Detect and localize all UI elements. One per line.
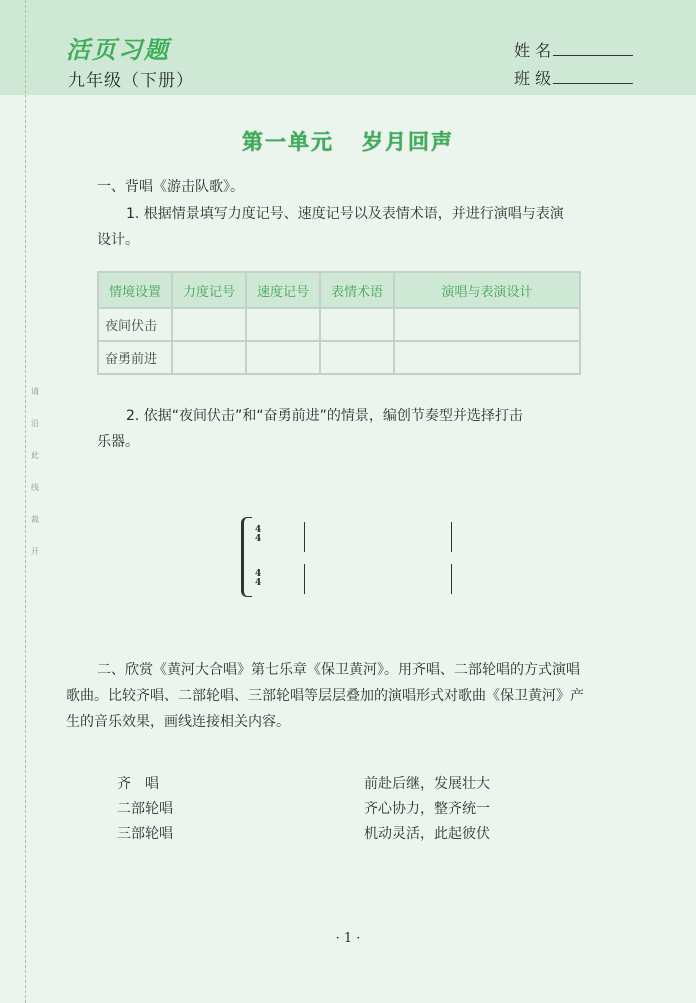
staff-brace (241, 517, 252, 597)
barline (304, 564, 305, 594)
answer-cell[interactable] (172, 308, 246, 341)
cut-char: 请 (31, 387, 39, 396)
time-signature: 4 4 (255, 525, 262, 544)
match-right-item[interactable]: 前赴后继，发展壮大 (364, 776, 490, 792)
page-number: · 1 · (335, 931, 361, 946)
table-row (98, 341, 580, 374)
name-label: 姓 名 (514, 41, 552, 60)
cut-instruction (28, 386, 42, 578)
table-header-row (98, 272, 580, 308)
answer-cell[interactable] (394, 341, 580, 374)
row-label: 夜间伏击 (98, 308, 172, 341)
class-field[interactable] (514, 66, 633, 89)
cut-char: 开 (31, 547, 39, 556)
answer-cell[interactable] (320, 308, 394, 341)
header-cell: 速度记号 (246, 272, 320, 308)
scenario-table (97, 271, 581, 375)
cut-char: 沿 (31, 419, 39, 428)
cut-char: 此 (31, 451, 39, 460)
class-label: 班 级 (514, 69, 552, 88)
answer-cell[interactable] (172, 341, 246, 374)
page-header (0, 0, 696, 95)
match-left-item[interactable]: 二部轮唱 (117, 801, 173, 817)
rhythm-staff[interactable] (238, 514, 468, 598)
table-row (98, 308, 580, 341)
name-field[interactable] (514, 38, 633, 61)
section2-line2: 歌曲。比较齐唱、二部轮唱、三部轮唱等层层叠加的演唱形式对歌曲《保卫黄河》产 (66, 688, 584, 704)
grade-label: 九年级（下册） (68, 71, 194, 91)
answer-cell[interactable] (320, 341, 394, 374)
section2-line1: 二、欣赏《黄河大合唱》第七乐章《保卫黄河》。用齐唱、二部轮唱的方式演唱 (97, 662, 580, 678)
answer-cell[interactable] (246, 341, 320, 374)
unit-title: 第一单元 岁月回声 (242, 130, 454, 154)
cut-char: 线 (31, 483, 39, 492)
match-right-item[interactable]: 齐心协力，整齐统一 (364, 801, 490, 817)
answer-cell[interactable] (246, 308, 320, 341)
q2-text-line1: 2. 依据“夜间伏击”和“奋勇前进”的情景，编创节奏型并选择打击 (126, 408, 523, 424)
q1-text-line2: 设计。 (97, 232, 139, 248)
class-blank[interactable] (553, 69, 633, 84)
cut-char: 裁 (31, 515, 39, 524)
brand-title: 活页习题 (66, 36, 170, 64)
answer-cell[interactable] (394, 308, 580, 341)
q2-text-line2: 乐器。 (97, 434, 139, 450)
section1-heading: 一、背唱《游击队歌》。 (97, 179, 244, 195)
header-cell: 力度记号 (172, 272, 246, 308)
name-blank[interactable] (553, 41, 633, 56)
time-signature: 4 4 (255, 569, 262, 588)
barline (304, 522, 305, 552)
match-right-item[interactable]: 机动灵活，此起彼伏 (364, 826, 490, 842)
header-cell: 情境设置 (98, 272, 172, 308)
header-cell: 表情术语 (320, 272, 394, 308)
barline (451, 522, 452, 552)
row-label: 奋勇前进 (98, 341, 172, 374)
match-left-item[interactable]: 三部轮唱 (117, 826, 173, 842)
header-cell: 演唱与表演设计 (394, 272, 580, 308)
match-left-item[interactable]: 齐 唱 (117, 776, 159, 792)
q1-text-line1: 1. 根据情景填写力度记号、速度记号以及表情术语，并进行演唱与表演 (126, 206, 564, 222)
section2-line3: 生的音乐效果，画线连接相关内容。 (66, 714, 290, 730)
barline (451, 564, 452, 594)
